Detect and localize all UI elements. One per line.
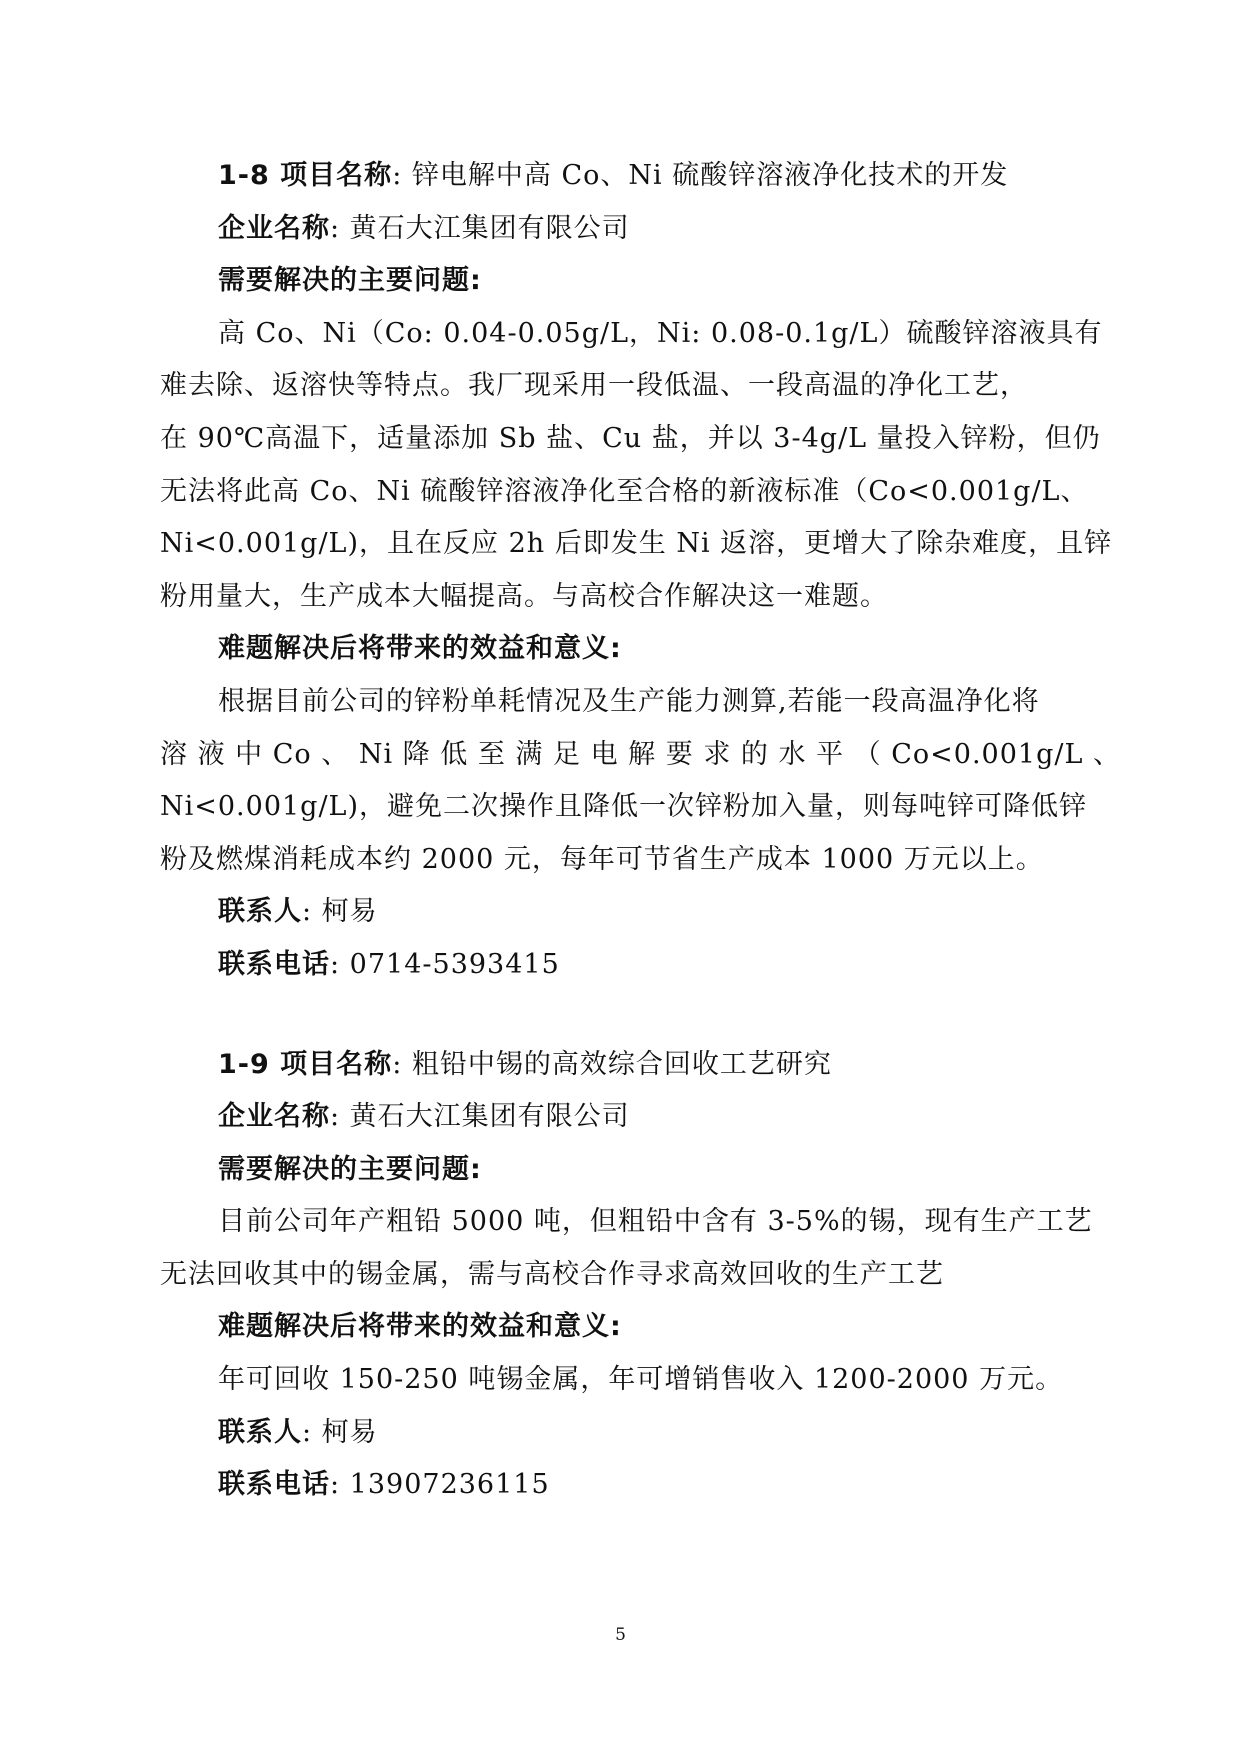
project-title-label: 1-8 项目名称 (218, 160, 393, 191)
problem-heading-line (160, 1144, 1080, 1197)
company-value: : 黄石大江集团有限公司 (330, 212, 630, 244)
company-line (160, 1091, 1080, 1144)
document-page (160, 150, 1121, 1512)
project-1-8 (160, 150, 1121, 992)
phone-value: : 13907236115 (330, 1469, 550, 1501)
contact-line (160, 1407, 1080, 1460)
project-title-line (160, 1039, 1080, 1092)
problem-heading: 需要解决的主要问题: (218, 1153, 482, 1185)
problem-text-line: 高 Co、Ni（Co: 0.04-0.05g/L，Ni: 0.08-0.1g/L）硫酸锌溶液具有 (218, 317, 1103, 349)
benefit-heading: 难题解决后将带来的效益和意义: (218, 1311, 622, 1343)
problem-text-line: 在 90℃高温下，适量添加 Sb 盐、Cu 盐，并以 3-4g/L 量投入锌粉，但仍 (160, 422, 1101, 454)
benefit-text-line: 粉及燃煤消耗成本约 2000 元，每年可节省生产成本 1000 万元以上。 (160, 843, 1044, 875)
company-label: 企业名称 (218, 212, 330, 244)
project-title-label: 1-9 项目名称 (218, 1048, 393, 1080)
company-line (160, 203, 1080, 256)
section-gap (160, 992, 1080, 1039)
benefit-text-line: 溶 液 中 Co 、 Ni 降 低 至 满 足 电 解 要 求 的 水 平 （ Co<0.001g/L 、 (160, 738, 1121, 770)
contact-value: : 柯易 (302, 896, 378, 928)
phone-label: 联系电话 (218, 1469, 330, 1501)
benefit-heading-line (160, 1301, 1080, 1354)
benefit-heading-line (160, 623, 1080, 676)
problem-text-line: 粉用量大，生产成本大幅提高。与高校合作解决这一难题。 (160, 580, 888, 612)
problem-text-line: 目前公司年产粗铅 5000 吨，但粗铅中含有 3-5%的锡，现有生产工艺 (218, 1206, 1093, 1238)
phone-line (160, 1459, 1080, 1512)
benefit-heading: 难题解决后将带来的效益和意义: (218, 633, 622, 665)
problem-text-line: 无法回收其中的锡金属，需与高校合作寻求高效回收的生产工艺 (160, 1258, 944, 1290)
problem-text-line: 无法将此高 Co、Ni 硫酸锌溶液净化至合格的新液标准（Co<0.001g/L、 (160, 475, 1089, 507)
benefit-text-line: Ni<0.001g/L)，避免二次操作且降低一次锌粉加入量，则每吨锌可降低锌 (160, 791, 1088, 823)
project-title-line (160, 150, 1080, 203)
company-value: : 黄石大江集团有限公司 (330, 1101, 630, 1133)
benefit-text-line: 根据目前公司的锌粉单耗情况及生产能力测算,若能一段高温净化将 (218, 685, 1040, 717)
contact-label: 联系人 (218, 896, 302, 928)
page-number: 5 (615, 1625, 626, 1645)
contact-line (160, 886, 1080, 939)
project-title-value: : 锌电解中高 Co、Ni 硫酸锌溶液净化技术的开发 (392, 160, 1009, 191)
contact-label: 联系人 (218, 1416, 302, 1448)
phone-line (160, 939, 1080, 992)
company-label: 企业名称 (218, 1101, 330, 1133)
project-1-9 (160, 1039, 1093, 1512)
problem-text-line: Ni<0.001g/L)，且在反应 2h 后即发生 Ni 返溶，更增大了除杂难度，且锌 (160, 528, 1113, 560)
phone-value: : 0714-5393415 (330, 948, 560, 980)
problem-text-line: 难去除、返溶快等特点。我厂现采用一段低温、一段高温的净化工艺， (160, 370, 1028, 402)
phone-label: 联系电话 (218, 948, 330, 980)
contact-value: : 柯易 (302, 1416, 378, 1448)
problem-heading-line (160, 255, 1080, 308)
benefit-text-line: 年可回收 150-250 吨锡金属，年可增销售收入 1200-2000 万元。 (218, 1364, 1064, 1396)
project-title-value: : 粗铅中锡的高效综合回收工艺研究 (392, 1048, 832, 1080)
problem-heading: 需要解决的主要问题: (218, 265, 482, 297)
